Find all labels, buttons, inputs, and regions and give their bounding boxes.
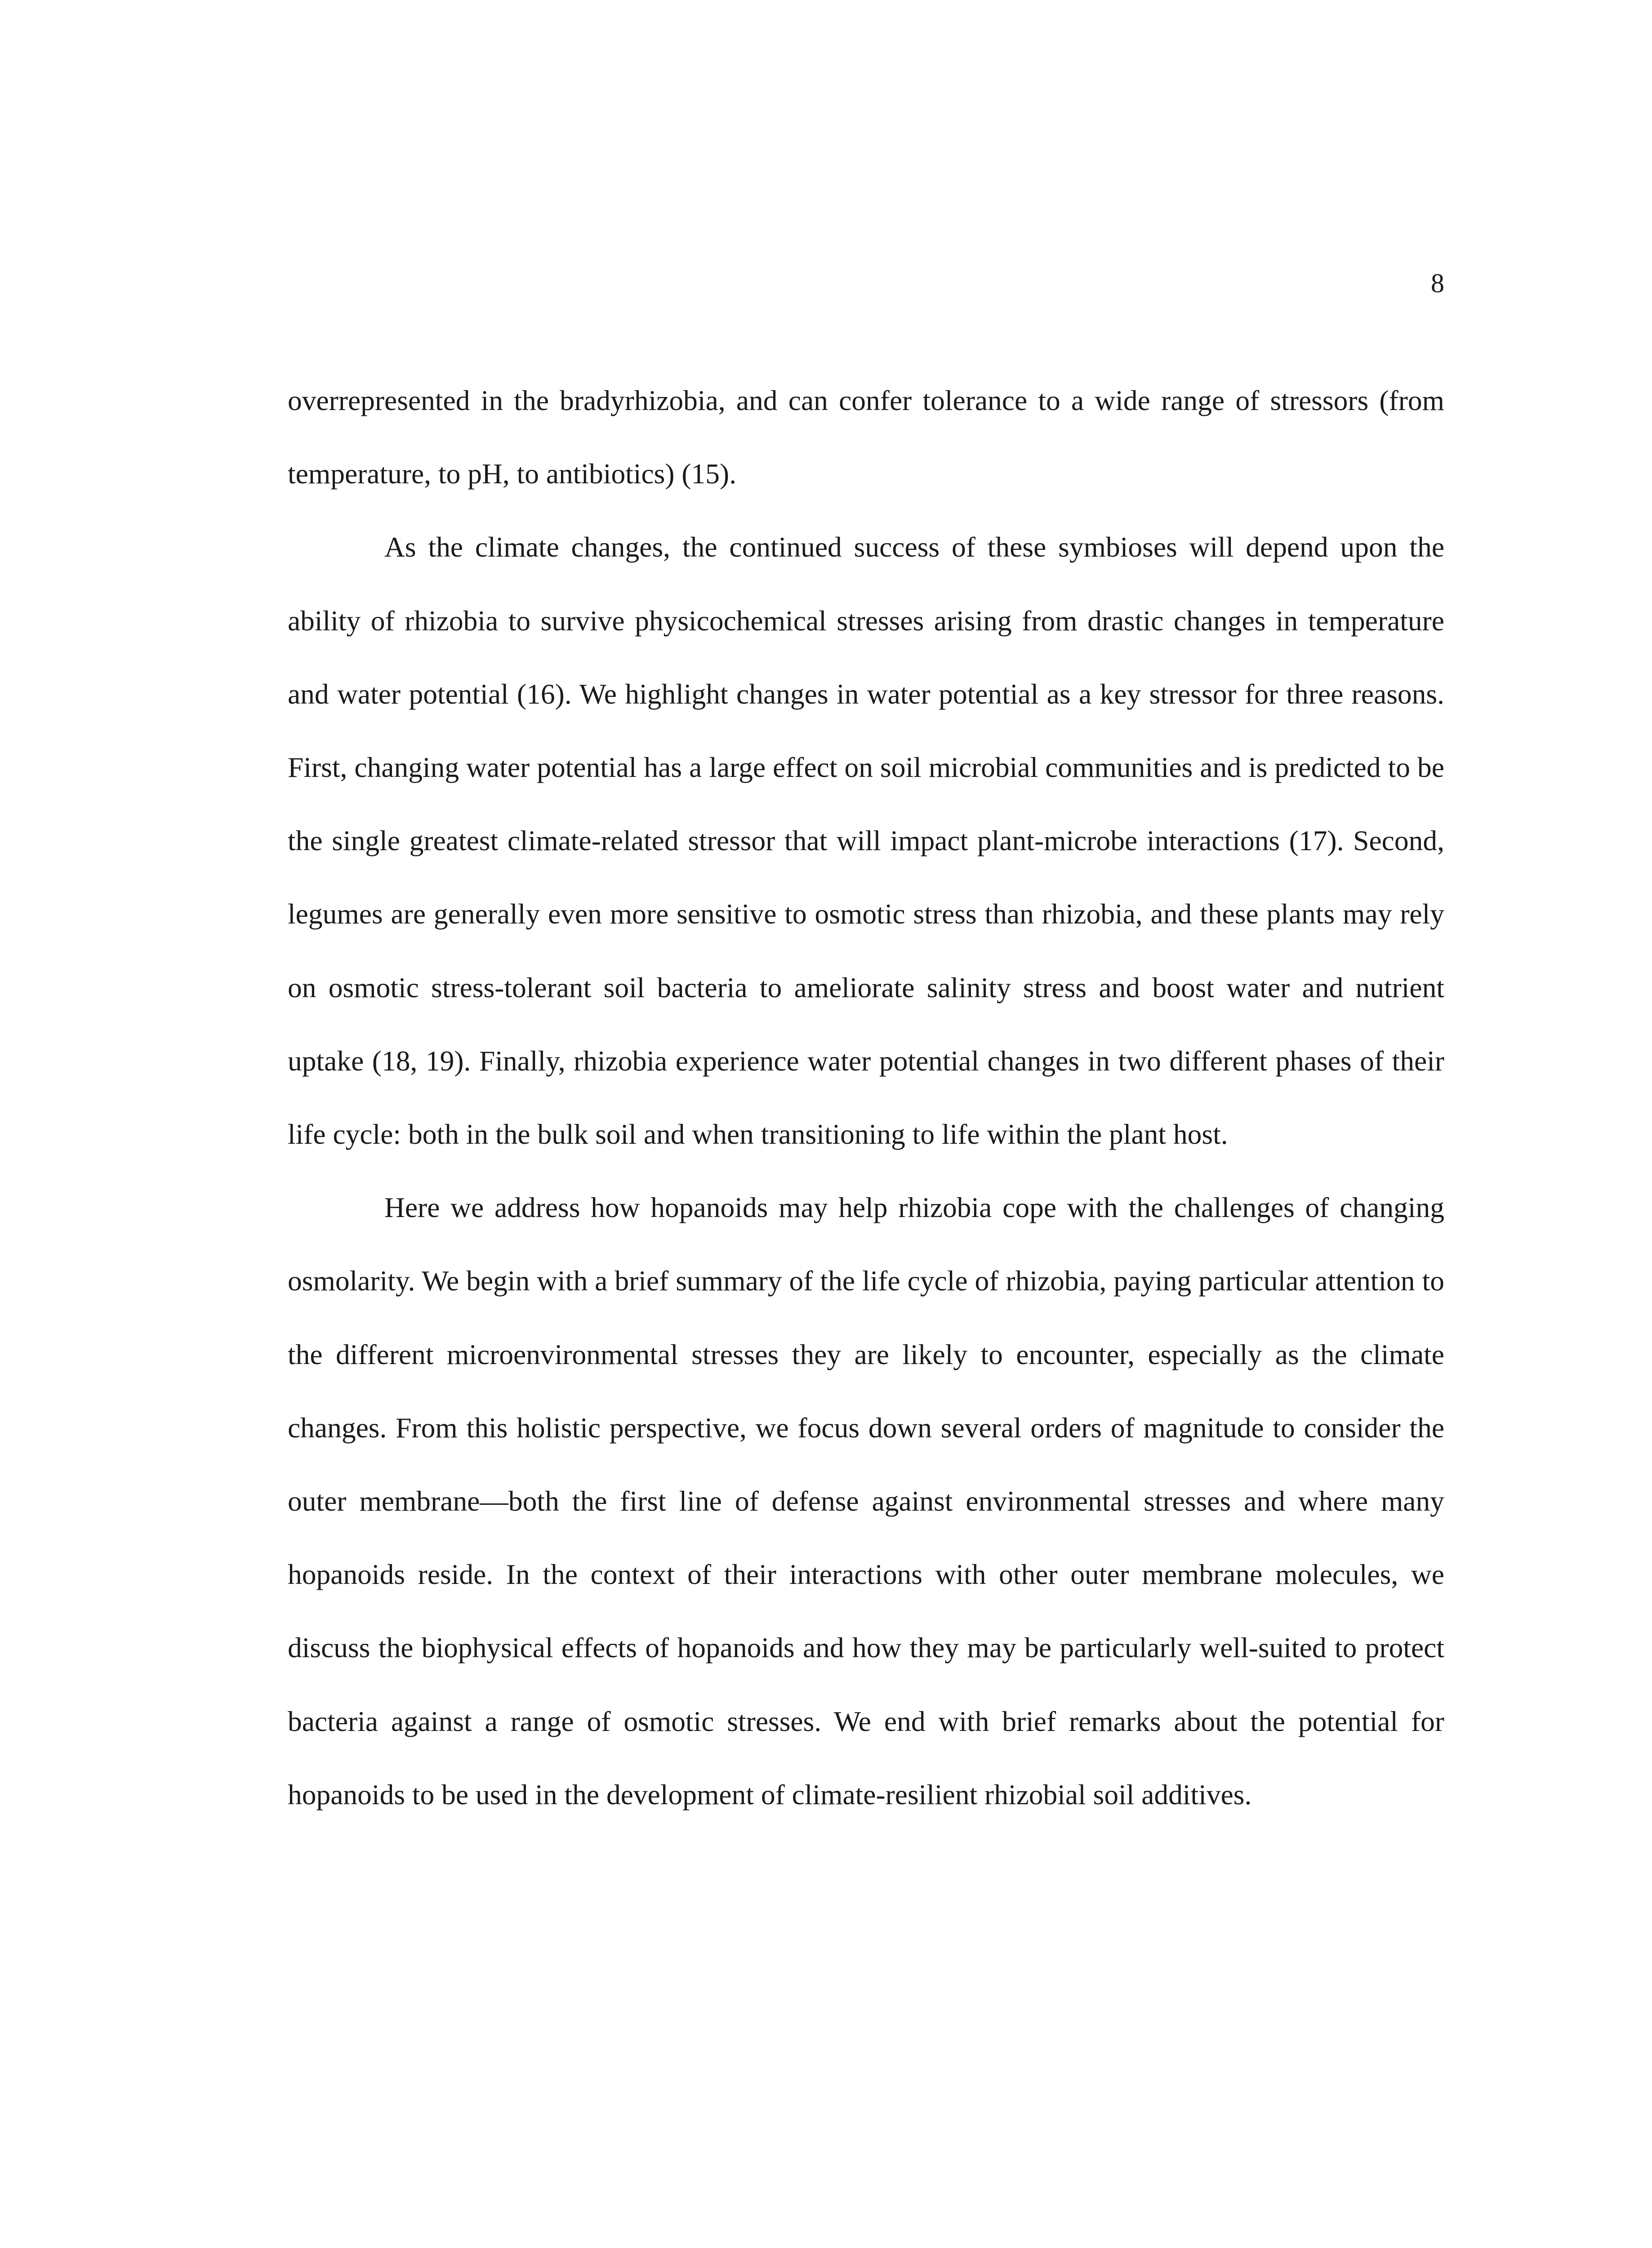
paragraph-climate-stress: As the climate changes, the continued success of these symbioses will depend upon the ability of rhizobia to survive physicochemical stresses arising from drastic changes in temperature and water potential (16). We highlight changes in water potential as a key stressor for three reasons. First, changing water potential has a large effect on soil microbial communities and is predicted to be the single greatest climate-related stressor that will impact plant-microbe interactions (17). Second, legumes are generally even more sensitive to osmotic stress than rhizobia, and these plants may rely on osmotic stress-tolerant soil bacteria to ameliorate salinity stress and boost water and nutrient uptake (18, 19). Finally, rhizobia experience water potential changes in two different phases of their life cycle: both in the bulk soil and when transitioning to life within the plant host.	[288, 531, 1444, 1151]
body-text	[288, 364, 1444, 1831]
paragraph-continuation: overrepresented in the bradyrhizobia, and can confer tolerance to a wide range of stressors (from temperature, to pH, to antibiotics) (15).	[288, 384, 1444, 490]
paragraph-review-overview: Here we address how hopanoids may help rhizobia cope with the challenges of changing osmolarity. We begin with a brief summary of the life cycle of rhizobia, paying particular attention to the different microenvironmental stresses they are likely to encounter, especially as the climate changes. From this holistic perspective, we focus down several orders of magnitude to consider the outer membrane—both the first line of defense against environmental stresses and where many hopanoids reside. In the context of their interactions with other outer membrane molecules, we discuss the biophysical effects of hopanoids and how they may be particularly well-suited to protect bacteria against a range of osmotic stresses. We end with brief remarks about the potential for hopanoids to be used in the development of climate-resilient rhizobial soil additives.	[288, 1191, 1444, 1811]
page-number: 8	[1431, 268, 1444, 298]
